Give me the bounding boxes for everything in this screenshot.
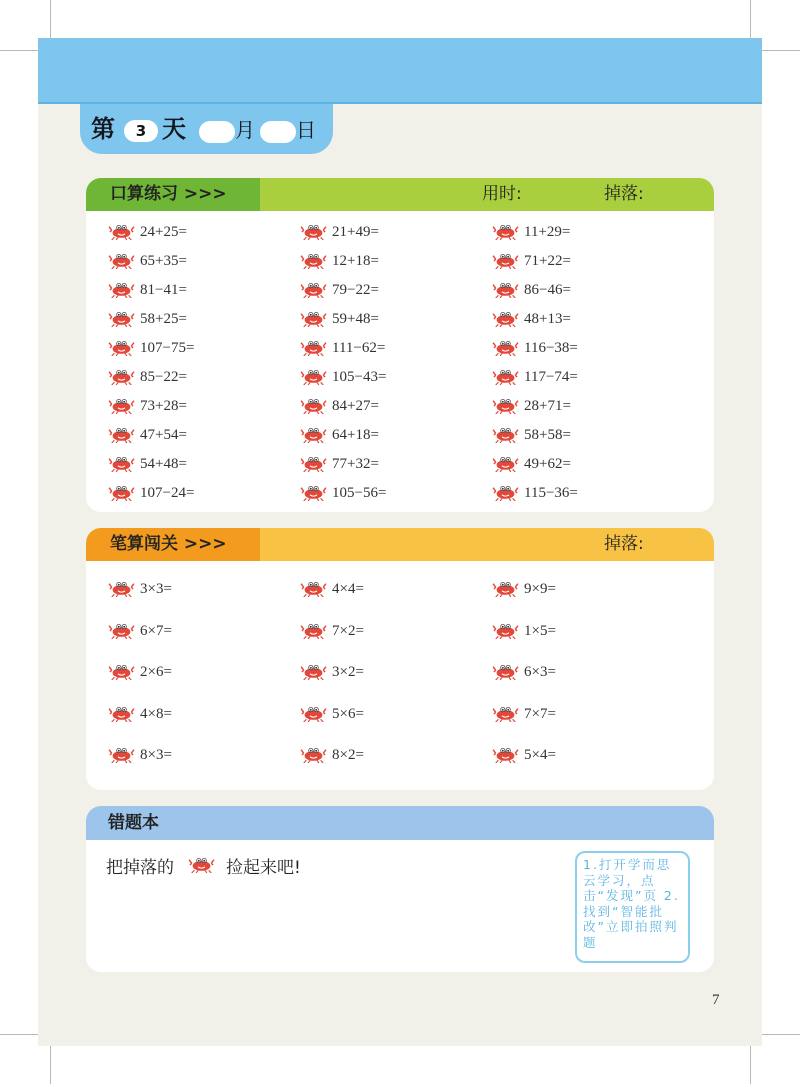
problem-text: 81−41= [140, 282, 187, 298]
crab-icon [300, 623, 327, 639]
crab-icon [492, 282, 519, 298]
problem-text: 2×6= [140, 664, 172, 680]
crab-icon [300, 253, 327, 269]
crab-icon [492, 340, 519, 356]
crab-icon [300, 311, 327, 327]
crop-mark [50, 1046, 51, 1084]
problem-text: 111−62= [332, 340, 386, 356]
crab-icon [108, 456, 135, 472]
crab-icon [108, 282, 135, 298]
problem-text: 71+22= [524, 253, 571, 269]
instruction-note: 1.打开学而思云学习，点击“发现”页 2.找到“智能批改”立即拍照判题 [575, 851, 690, 963]
oral-dropped-label: 掉落: [604, 184, 644, 204]
crop-mark [50, 0, 51, 38]
crab-icon [188, 857, 215, 873]
problem-text: 4×4= [332, 581, 364, 597]
problem-text: 79−22= [332, 282, 379, 298]
problem-text: 54+48= [140, 456, 187, 472]
crab-icon [300, 747, 327, 763]
problem-text: 12+18= [332, 253, 379, 269]
crab-icon [108, 747, 135, 763]
mistake-prompt-end: 捡起来吧! [226, 858, 301, 878]
crop-mark [750, 1046, 751, 1084]
crab-icon [108, 427, 135, 443]
crab-icon [108, 253, 135, 269]
crab-icon [108, 664, 135, 680]
day-prefix: 第 [91, 115, 115, 143]
problem-text: 58+25= [140, 311, 187, 327]
crab-icon [492, 398, 519, 414]
crab-icon [300, 340, 327, 356]
problem-text: 4×8= [140, 705, 172, 722]
crab-icon [300, 369, 327, 385]
crab-icon [108, 340, 135, 356]
written-title-tag [86, 528, 260, 561]
written-arithmetic-section [86, 528, 714, 790]
crop-mark [750, 0, 751, 38]
problem-text: 6×7= [140, 622, 172, 639]
problem-text: 8×2= [332, 747, 364, 763]
mistake-title: 错题本 [108, 813, 159, 833]
crab-icon [492, 623, 519, 639]
problem-text: 6×3= [524, 664, 556, 680]
crab-icon [492, 427, 519, 443]
oral-title: 口算练习 >>> [110, 184, 227, 204]
problem-text: 77+32= [332, 456, 379, 472]
oral-arithmetic-section [86, 178, 714, 512]
crab-icon [300, 427, 327, 443]
crab-icon [492, 747, 519, 763]
crab-icon [108, 369, 135, 385]
day-label: 日 [296, 118, 316, 142]
crab-icon [300, 664, 327, 680]
problem-text: 7×7= [524, 705, 556, 722]
problem-text: 24+25= [140, 224, 187, 240]
crab-icon [492, 581, 519, 597]
crab-icon [300, 581, 327, 597]
problem-text: 7×2= [332, 622, 364, 639]
crab-icon [492, 456, 519, 472]
crab-icon [492, 311, 519, 327]
crab-icon [108, 398, 135, 414]
problem-text: 105−56= [332, 485, 387, 501]
problem-text: 107−24= [140, 485, 195, 501]
crab-icon [492, 224, 519, 240]
crab-icon [492, 485, 519, 501]
day-blank[interactable] [260, 121, 296, 143]
crab-icon [492, 369, 519, 385]
problem-text: 48+13= [524, 311, 571, 327]
crab-icon [492, 706, 519, 722]
crop-mark [762, 1034, 800, 1035]
problem-text: 84+27= [332, 398, 379, 414]
problem-text: 9×9= [524, 581, 556, 597]
crab-icon [300, 398, 327, 414]
mistake-header-bar [86, 806, 714, 840]
crab-icon [492, 664, 519, 680]
month-blank[interactable] [199, 121, 235, 143]
written-dropped-label: 掉落: [604, 534, 644, 554]
day-suffix: 天 [162, 115, 186, 143]
problem-text: 47+54= [140, 427, 187, 443]
time-label: 用时: [482, 184, 522, 204]
problem-text: 21+49= [332, 224, 379, 240]
problem-text: 5×6= [332, 705, 364, 722]
crab-icon [108, 581, 135, 597]
problem-text: 117−74= [524, 369, 578, 385]
problem-text: 3×2= [332, 664, 364, 680]
top-banner [38, 38, 762, 104]
problem-text: 73+28= [140, 398, 187, 414]
crab-icon [300, 706, 327, 722]
crab-icon [300, 485, 327, 501]
crab-icon [108, 224, 135, 240]
crab-icon [108, 623, 135, 639]
problem-text: 65+35= [140, 253, 187, 269]
problem-text: 5×4= [524, 747, 556, 763]
day-header [80, 104, 333, 154]
problem-text: 3×3= [140, 581, 172, 597]
day-number: 3 [124, 120, 158, 142]
crab-icon [300, 456, 327, 472]
problem-text: 86−46= [524, 282, 571, 298]
mistake-prompt-start: 把掉落的 [106, 858, 174, 878]
crab-icon [300, 224, 327, 240]
problem-text: 1×5= [524, 622, 556, 639]
problem-text: 28+71= [524, 398, 571, 414]
problem-text: 107−75= [140, 340, 195, 356]
crop-mark [0, 1034, 38, 1035]
crab-icon [492, 253, 519, 269]
crab-icon [300, 282, 327, 298]
problem-text: 105−43= [332, 369, 387, 385]
problem-text: 64+18= [332, 427, 379, 443]
problem-text: 116−38= [524, 340, 578, 356]
crab-icon [108, 706, 135, 722]
written-title: 笔算闯关 >>> [110, 534, 227, 554]
problem-text: 115−36= [524, 485, 578, 501]
crop-mark [762, 50, 800, 51]
problem-text: 8×3= [140, 747, 172, 763]
month-label: 月 [235, 118, 255, 142]
problem-text: 11+29= [524, 224, 571, 240]
crop-mark [0, 50, 38, 51]
oral-title-tag [86, 178, 260, 211]
page-number: 7 [712, 992, 720, 1008]
problem-text: 58+58= [524, 427, 571, 443]
problem-text: 85−22= [140, 369, 187, 385]
problem-text: 49+62= [524, 456, 571, 472]
crab-icon [108, 485, 135, 501]
crab-icon [108, 311, 135, 327]
problem-text: 59+48= [332, 311, 379, 327]
